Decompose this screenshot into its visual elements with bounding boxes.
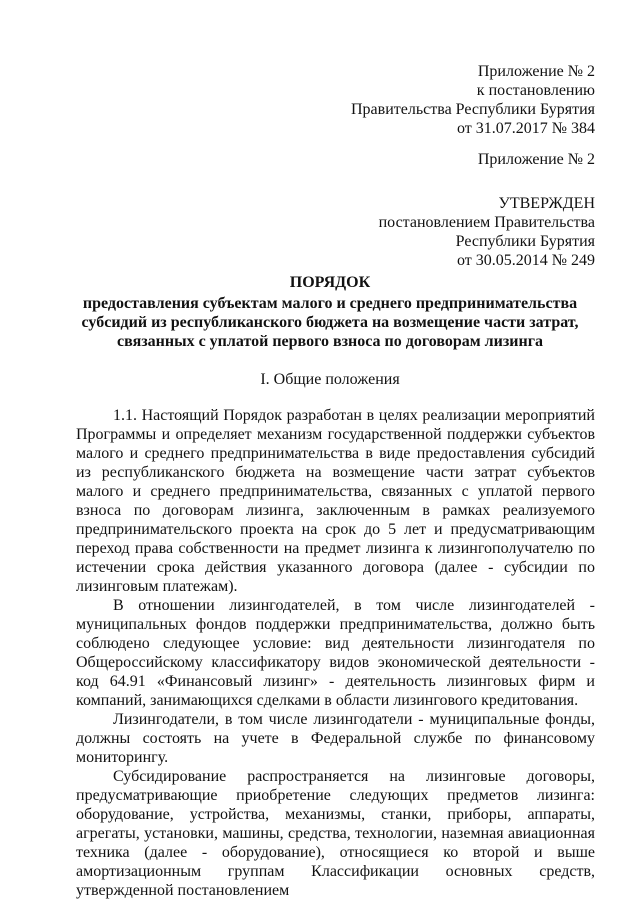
subtitle-line-3: связанных с уплатой первого взноса по договорам лизинга — [117, 333, 543, 350]
annex-note-line-2: к постановлению — [476, 82, 595, 99]
annex-label: Приложение № 2 — [477, 151, 595, 168]
subtitle-line-2: субсидий из республиканского бюджета на возмещение части затрат, — [81, 314, 579, 331]
approval-stamp — [379, 194, 595, 270]
section-heading: I. Общие положения — [260, 371, 400, 388]
approval-line-2: постановлением Правительства — [378, 214, 595, 231]
approval-line-4: от 30.05.2014 № 249 — [456, 252, 595, 269]
section-body — [76, 406, 595, 900]
paragraph-subsidy-scope: Субсидирование распространяется на лизинговые договоры, предусматривающие приобретение следующих предметов лизинга: оборудование, устройства, механизмы, станки, приборы, аппараты, агрегаты, установки, машины, средства, технологии, наземная авиационная техника (далее - оборудование), относящиеся ко второй и выше амортизационным группам Классификации основных средств, утвержденной постановлением — [76, 768, 595, 899]
approval-line-1: УТВЕРЖДЕН — [498, 195, 595, 212]
annex-label-block — [478, 150, 595, 169]
annex-note-line-3: Правительства Республики Бурятия — [350, 101, 595, 118]
document-subtitle — [70, 294, 590, 351]
paragraph-1-1: 1.1. Настоящий Порядок разработан в целях реализации мероприятий Программы и определяет механизм государственной поддержки субъектов малого и среднего предпринимательства в виде предоставления субсидий из республиканского бюджета на возмещение части затрат субъектов малого и среднего предпринимательства, связанных с уплатой первого взноса по договорам лизинга, заключенным в рамках реализуемого предпринимательского проекта на срок до 5 лет и предусматривающим переход права собственности на предмет лизинга к лизингополучателю по истечении срока действия указанного договора (далее - субсидии по лизинговым платежам). — [76, 407, 595, 595]
annex-note — [351, 62, 595, 138]
document-title: ПОРЯДОК — [289, 274, 371, 291]
annex-note-line-1: Приложение № 2 — [477, 63, 595, 80]
paragraph-lessor-registration: Лизингодатели, в том числе лизингодатели - муниципальные фонды, должны состоять на учете в Федеральной службе по финансовому мониторингу. — [76, 711, 595, 766]
paragraph-lessor-condition: В отношении лизингодателей, в том числе лизингодателей - муниципальных фондов поддержки предпринимательства, должно быть соблюдено следующее условие: вид деятельности лизингодателя по Общероссийскому классификатору видов экономической деятельности - код 64.91 «Финансовый лизинг» - деятельность лизинговых фирм и компаний, занимающихся сделками в области лизингового кредитования. — [76, 597, 595, 709]
subtitle-line-1: предоставления субъектам малого и среднего предпринимательства — [82, 295, 578, 312]
annex-note-line-4: от 31.07.2017 № 384 — [456, 120, 595, 137]
approval-line-3: Республики Бурятия — [455, 233, 595, 250]
